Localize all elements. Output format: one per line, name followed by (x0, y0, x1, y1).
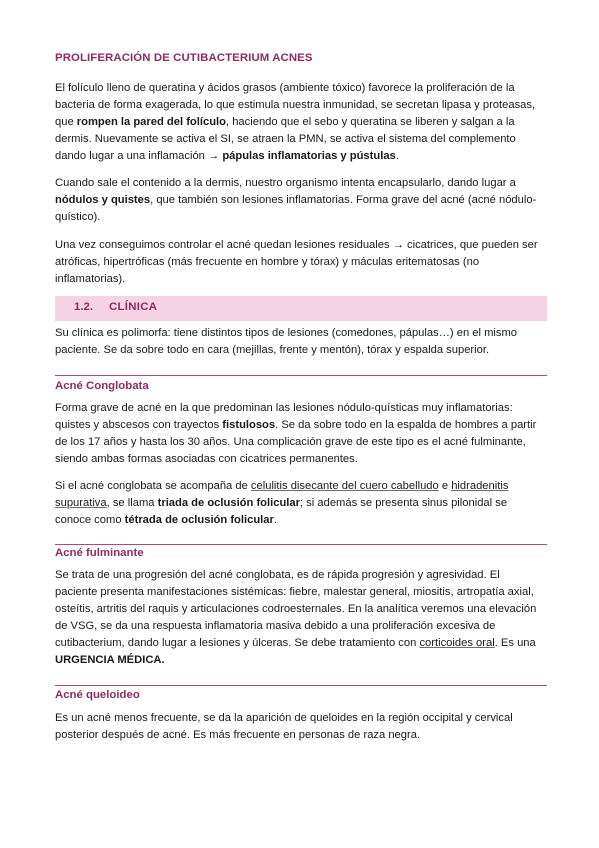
paragraph-queloideo: Es un acné menos frecuente, se da la aparición de queloides en la región occipital y cervical posterior después de acné. Es más frecuente en personas de raza negra. (55, 712, 513, 741)
text-run: e (438, 480, 452, 492)
divider-line (55, 544, 547, 545)
paragraph-lesiones-residuales: Una vez conseguimos controlar el acné quedan lesiones residuales → cicatrices, que pueden ser atróficas, hipertróficas (más frecuente en hombre y tórax) y máculas eritematosas (no inflamatorias). (55, 239, 538, 285)
underlined-term: hidradenitis supurativa (55, 480, 509, 509)
paragraph-proliferacion (55, 80, 545, 165)
section-header-clinica (55, 296, 547, 321)
divider-line (55, 375, 547, 376)
subheading-acne-queloideo: Acné queloideo (55, 689, 140, 701)
text-run: Cuando sale el contenido a la dermis, nuestro organismo intenta encapsularlo, dando lugar a (55, 177, 516, 189)
underlined-term: celulitis disecante del cuero cabelludo (250, 480, 439, 492)
subheading-acne-conglobata: Acné Conglobata (55, 380, 149, 392)
text-run: El folículo lleno de queratina y ácidos grasos (ambiente tóxico) favorece la proliferación de la bacteria de forma exagerada, lo que estimula nuestra inmunidad, se secretan lipasa y proteasas, que (55, 82, 536, 128)
underlined-term: corticoides oral (419, 637, 495, 649)
paragraph-triada (55, 478, 545, 529)
text-run: . (273, 514, 277, 526)
bold-term: rompen la pared del folículo (76, 116, 226, 128)
section-title: CLÍNICA (109, 301, 158, 313)
text-run: , se llama (106, 497, 158, 509)
paragraph-fulminante (55, 567, 545, 669)
paragraph-clinica: Su clínica es polimorfa: tiene distintos tipos de lesiones (comedones, pápulas…) en el mismo paciente. Se da sobre todo en cara (mejillas, frente y mentón), tórax y espalda superior. (55, 327, 518, 356)
bold-term: tétrada de oclusión folicular (124, 514, 274, 526)
text-run: , haciendo que el sebo y queratina se liberen y salgan a la dermis. Nuevamente se activa el SI, se atraen la PMN, se activa el sistema del complemento dando lugar a una inflamación → (55, 116, 516, 162)
text-run: Si el acné conglobata se acompaña de (55, 480, 251, 492)
bold-term: pápulas inflamatorias y pústulas (222, 150, 396, 162)
subheading-acne-fulminante: Acné fulminante (55, 547, 144, 559)
bold-term: URGENCIA MÉDICA. (55, 654, 165, 666)
heading-proliferacion: PROLIFERACIÓN DE CUTIBACTERIUM ACNES (55, 52, 313, 64)
text-run: Se trata de una progresión del acné conglobata, es de rápida progresión y agresividad. El paciente presenta manifestaciones sistémicas: fiebre, malestar general, miositis, artropatía axial, osteítis, artritis del raquis y articulaciones codroesternales. En la analítica veremos una elevación de VSG, se da una respuesta inflamatoria masiva debido a una proliferación excesiva de cutibacterium, dando lugar a lesiones y úlceras. Se debe tratamiento con (55, 569, 537, 649)
text-run: . (395, 150, 399, 162)
text-run: ; si además se presenta sinus pilonidal se conoce como (55, 497, 508, 526)
divider-line (55, 685, 547, 686)
text-run: . Se da sobre todo en la espalda de hombres a partir de los 17 años y hasta los 30 años. Una complicación grave de este tipo es el acné fulminante, siendo ambas formas asociadas con cicatrices permanentes. (55, 419, 537, 465)
paragraph-encapsulacion (55, 175, 545, 226)
text-run: , que también son lesiones inflamatorias. Forma grave del acné (acné nódulo-quístico). (55, 194, 537, 223)
paragraph-conglobata (55, 400, 545, 468)
bold-term: triada de oclusión folicular (157, 497, 300, 509)
text-run: . Es una (494, 637, 536, 649)
section-number: 1.2. (74, 301, 93, 313)
text-run: Forma grave de acné en la que predominan las lesiones nódulo-quísticas muy inflamatorias: quistes y abscesos con trayectos (55, 402, 513, 431)
bold-term: fistulosos (222, 419, 276, 431)
bold-term: nódulos y quistes (55, 194, 151, 206)
